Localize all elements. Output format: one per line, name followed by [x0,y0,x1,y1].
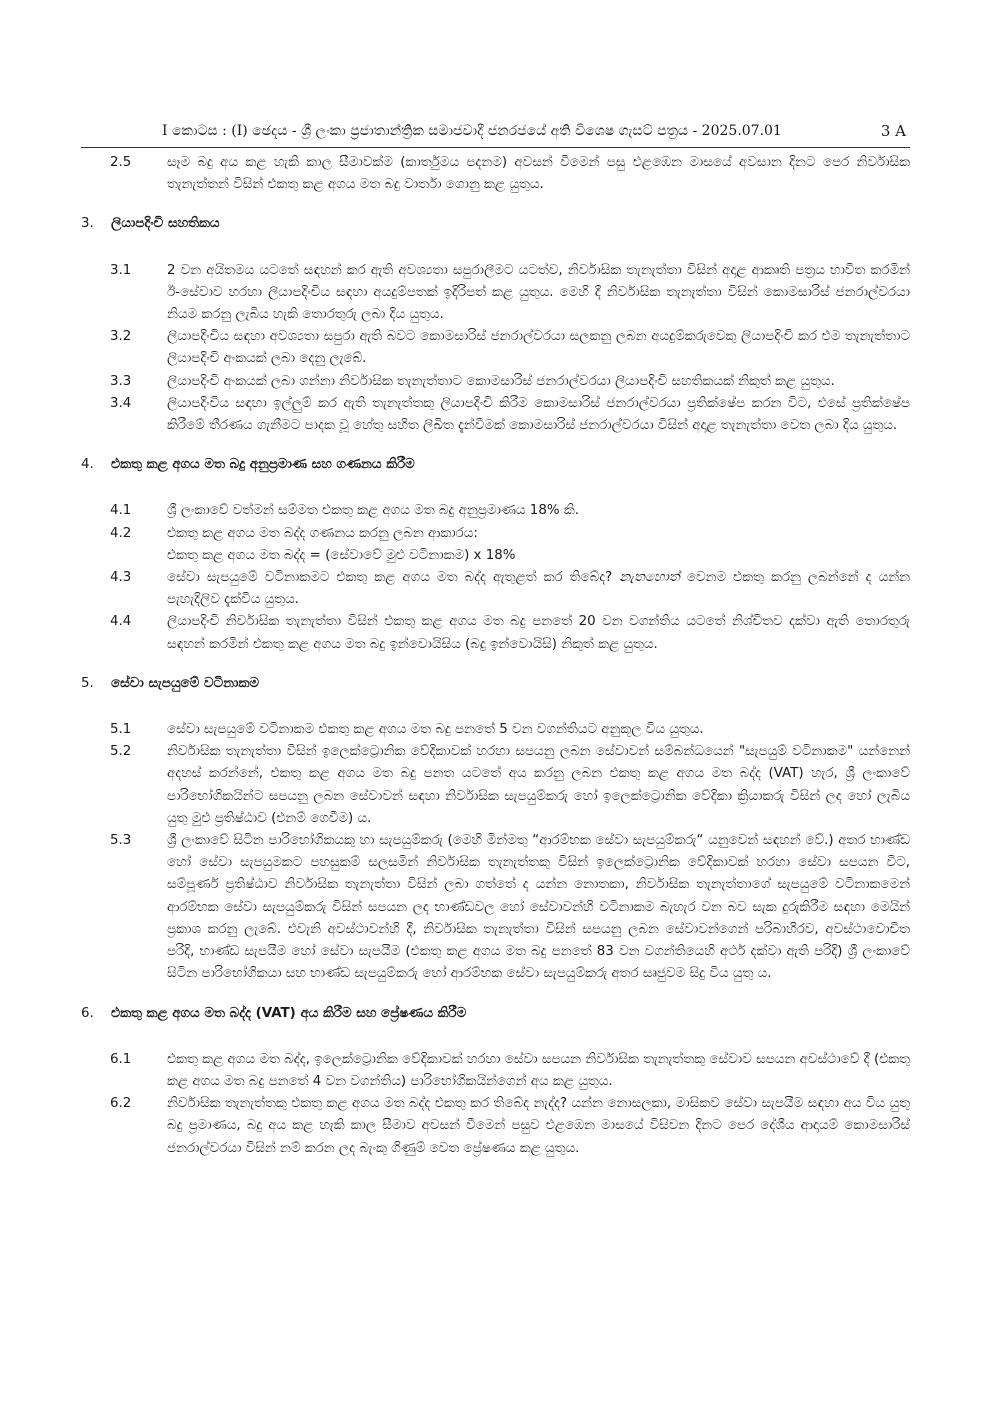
section-title: ලියාපදිංචි සහතිකය [111,216,220,232]
clause-5-1 [81,719,910,741]
clause-number: 6.1 [110,1051,132,1067]
clause-text-italic: නැතහොත් [619,570,680,586]
clause-number: 5.2 [110,744,132,760]
section-number: 5. [81,675,94,691]
section-heading-5 [81,673,910,695]
clause-4-2 [81,523,910,567]
clause-text [167,567,910,611]
clause-number: 4.1 [110,503,132,519]
clause-number: 6.2 [110,1096,132,1112]
clause-number: 3.2 [110,329,132,345]
gazette-header-title: I කොටස : (I) ඡෙදය - ශ්‍රී ලංකා ප්‍රජාතාන්ත්‍රික සමාජවාදී ජනරජයේ අති විශෙෂ ගැසට් පත්‍රය - 2025.07.01 [162,123,782,139]
header-divider [81,147,910,148]
clause-text: ලියාපදිංචිය සඳහා අවශ්‍යතා සපුරා ඇති බවට කොමසාරිස් ජනරාල්වරයා සලකනු ලබන අයදුම්කරුවෙකු ලියාපදිංචි කර එම තැනැත්තාට ලියාපදිංචි අංකයක් ලබා දෙනු ලැබේ. [167,329,910,367]
section-title: එකතු කළ අගය මත බදු අනුප්‍රමාණ සහ ගණනය කිරීම [111,457,415,473]
clause-text-part: සේවා සැපයුමේ වටිනාකමට එකතු කළ අගය මත බද්ද ඇතුළත් කර තිබේද? [167,570,620,586]
clause-4-3 [81,567,910,611]
section-heading-4 [81,454,910,476]
page-header [162,121,910,145]
clause-5-3 [81,830,910,985]
clause-5-2 [81,741,910,830]
clause-4-1 [81,500,910,522]
clause-text: නිර්වාසික තැනැත්තා විසින් ඉලෙක්ට්‍රොනික වේදිකාවක් හරහා සපයනු ලබන සේවාවන් සම්බන්ධයෙන් "සැපයුම් වටිනාකම" යන්නෙන් අදහස් කරන්නේ, එකතු කළ අගය මත බදු පනත යටතේ අය කරනු ලබන එකතු කළ අගය මත බද්ද (VAT) හැර, ශ්‍රී ලංකාවේ පාරිභෝගිකයින්ට සපයනු ලබන සේවාවන් සඳහා නිර්වාසික සැපයුම්කරු හෝ ඉලෙක්ට්‍රොනික වේදිකා ක්‍රියාකරු විසින් ලද හෝ ලැබිය යුතු මුළු ප්‍රතිෂ්ඨාව (එනම් ගෙවීම) ය. [167,744,910,826]
section-number: 4. [81,457,94,473]
page-number: 3 A [880,122,906,140]
clause-text: සේවා සැපයුමේ වටිනාකම එකතු කළ අගය මත බදු පනතේ 5 වන වගන්තියට අනුකූල විය යුතුය. [167,722,704,738]
clause-text: ලියාපදිංචිය සඳහා ඉල්ලුම් කර ඇති තැනැත්තකු ලියාපදිංචි කිරීම කොමසාරිස් ජනරාල්වරයා ප්‍රතික්ෂේප කරන විට, එසේ ප්‍රතික්ෂේප කිරීමේ තීරණය ගැනීමට පාදක වූ හේතු සහිත ලිඛිත දැන්වීමක් කොමසාරිස් ජනරාල්වරයා විසින් අදාළ තැනැත්තා වෙත ලබා දිය යුතුය. [167,395,910,434]
clause-6-2 [81,1093,910,1160]
clause-number: 5.1 [110,722,132,738]
clause-number: 4.4 [110,614,132,630]
vat-formula: එකතු කළ අගය මත බද්ද = (සේවාවේ මුළු වටිනාකම) x 18% [167,547,516,563]
clause-6-1 [81,1049,910,1093]
clause-text: ශ්‍රී ලංකාවේ වත්මන් සම්මත එකතු කළ අගය මත බදු අනුප්‍රමාණය 18% කි. [167,503,579,519]
section-number: 3. [81,216,94,232]
clause-4-4 [81,611,910,655]
clause-number: 3.4 [110,395,132,411]
clause-number: 3.3 [110,373,132,389]
clause-3-3 [81,371,910,393]
clause-text: ලියාපදිංචි නිර්වාසික තැනැත්තා විසින් එකතු කළ අගය මත බදු පනතේ 20 වන වගන්තිය යටතේ නිශ්චිතව දක්වා ඇති තොරතුරු සඳහන් කරමින් එකතු කළ අගය මත බදු ඉන්වොයිසිය (බදු ඉන්වොයිසි) නිකුත් කළ යුතුය. [167,614,910,652]
clause-text: එකතු කළ අගය මත බද්ද, ඉලෙක්ට්‍රොනික වේදිකාවක් හරහා සේවා සපයන නිර්වාසික තැනැත්තකු සේවාව සපයන අවස්ථාවේ දී (එකතු කළ අගය මත බදු පනතේ 4 වන වගන්තිය) පාරිභෝගිකයින්ගෙන් අය කළ යුතුය. [167,1051,910,1089]
clause-number: 5.3 [110,833,132,849]
clause-number: 4.2 [110,525,132,541]
clause-text: 2 වන අයිතමය යටතේ සඳහන් කර ඇති අවශ්‍යතා සපුරාලීමට යටත්ව, නිර්වාසික තැනැත්තා විසින් අදාළ ආකෘති පත්‍රය භාවිත කරමින් ඊ-සේවාව හරහා ලියාපදිංචිය සඳහා අයදුම්පතක් ඉදිරිපත් කළ යුතුය. මෙහි දී නිර්වාසික තැනැත්තා විසින් කොමසාරිස් ජනරාල්වරයා නියම කරනු ලැබිය හැකි තොරතුරු ලබා දිය යුතුය. [167,262,910,323]
clause-text: ශ්‍රී ලංකාවේ සිටින පාරිභෝගිකයකු හා සැපයුම්කරු (මෙහි මින්මතු “ආරම්භක සේවා සැපයුම්කරු“ යනුවෙන් සඳහන් වේ.) අතර භාණ්ඩ හෝ සේවා සැපයුමකට පහසුකම් සලසමින් නිර්වාසික තැනැත්තකු විසින් ඉලෙක්ට්‍රොනික වේදිකාවක් හරහා සේවා සපයන විට, සම්පූර්ණ ප්‍රතිෂ්ඨාව නිර්වාසික තැනැත්තා විසින් ලබා ගත්තේ ද යන්න නොතකා, නිර්වාසික තැනැත්තාගේ සැපයුමේ වටිනාකමෙන් ආරම්භක සේවා සැපයුම්කරු විසින් සපයන ලද භාණ්ඩවල හෝ සේවාවන්හි වටිනාකම බැහැර වන බව සැක දුරුකිරීම සඳහා මෙයින් ප්‍රකාශ කරනු ලැබේ. එවැනි අවස්ථාවන්හි දී, නිර්වාසික තැනැත්තා විසින් සපයනු ලබන සේවාවන්ගෙන් පරිබාහිරව, අවස්ථාවොචිත පරිදි, භාණ්ඩ සැපයීම හෝ සේවා සැපයීම (එකතු කළ අගය මත බදු පනතේ 83 වන වගන්තියෙහි අර්ථ දක්වා ඇති පරිදි) ශ්‍රී ලංකාවේ සිටින පාරිභෝගිකයා සහ භාණ්ඩ සැපයුම්කරු හෝ ආරම්භක සේවා සැපයුම්කරු අතර සෘජුවම සිදු විය යුතු ය. [167,833,910,982]
section-title: සේවා සැපයුමේ වටිනාකම [111,675,259,691]
clause-3-4 [81,393,910,437]
clause-3-2 [81,326,910,370]
clause-text: සෑම බදු අය කළ හැකි කාල සීමාවක්ම (කාර්තුමය පදනම) අවසන් වීමෙන් පසු එළඹෙන මාසයේ අවසාන දිනට පෙර නිර්වාසික තැනැත්තන් විසින් එකතු කළ අගය මත බදු වාර්තා ගොනු කළ යුතුය. [167,155,910,193]
clause-number: 4.3 [110,570,132,586]
clause-text: ලියාපදිංචි අංකයක් ලබා ගන්නා නිර්වාසික තැනැත්තාට කොමසාරිස් ජනරාල්වරයා ලියාපදිංචි සහතිකයක් නිකුත් කළ යුතුය. [167,373,835,389]
section-heading-3 [81,213,910,235]
clause-text: එකතු කළ අගය මත බද්ද ගණනය කරනු ලබන ආකාරය: [167,525,478,541]
clause-text-tail: වෙනම එකතු කරනු ලබන්නේ ද යන්න පැහැදිලිව දැක්විය යුතුය. [167,570,910,608]
section-number: 6. [81,1005,94,1021]
clause-number: 3.1 [110,262,132,278]
section-heading-6 [81,1003,910,1025]
clause-number: 2.5 [110,155,132,170]
clause-text: නිර්වාසික තැනැත්තකු එකතු කළ අගය මත බද්ද එකතු කර තිබේද නැද්ද? යන්න නොසලකා, මාසිකව සේවා සැපයීම සඳහා අය විය යුතු බදු ප්‍රමාණය, බදු අය කළ හැකි කාල සීමාව අවසන් වීමෙන් පසුව එළඹෙන මාසයේ විසිවන දිනට පෙර දේශීය ආදායම් කොමසාරිස් ජනරාල්වරයා විසින් නම් කරන ලද බැංකු ගිණුම් වෙත ප්‍රේෂණය කළ යුතුය. [167,1096,910,1156]
section-title: එකතු කළ අගය මත බද්ද (VAT) අය කිරීම සහ ප්‍රේෂණය කිරීම [111,1005,467,1021]
document-body [81,152,910,1160]
clause-3-1 [81,260,910,327]
clause-2-5 [81,152,910,196]
